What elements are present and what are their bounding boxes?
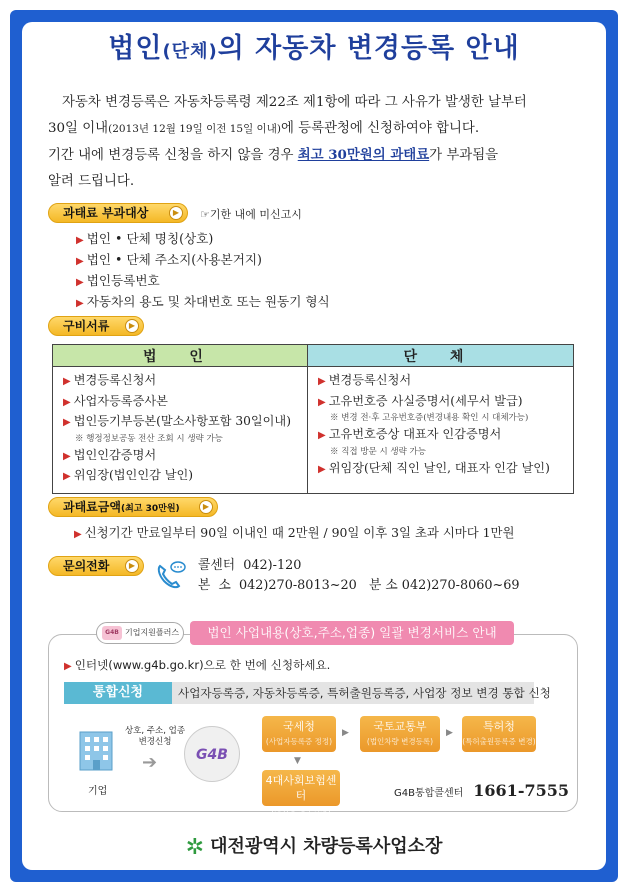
play-arrow-icon: ▶ [169, 206, 183, 220]
g4b-call-center-label: G4B통합콜센터 [394, 788, 464, 799]
g4b-banner: 법인 사업내용(상호,주소,업종) 일괄 변경서비스 안내 [190, 621, 514, 645]
agency-name: 국세청 [283, 720, 315, 733]
group-doc-text: 변경등록신청서 [328, 373, 412, 387]
fine-amount-detail: 신청기간 만료일부터 90일 이내인 때 2만원 / 90일 이후 3일 초과 시마다 1만원 [84, 525, 515, 540]
fine-target-note: ☞기한 내에 미신고시 [200, 208, 302, 221]
bullet-triangle-icon: ▶ [318, 396, 326, 408]
list-item-text: 법인 • 단체 주소지(사용본거지) [86, 252, 262, 267]
group-doc-text: 고유번호증 사실증명서(세무서 발급) [328, 393, 523, 408]
intro-deadline-old: (2013년 12월 19일 이전 15일 이내) [108, 123, 281, 135]
play-arrow-icon: ▶ [199, 500, 213, 514]
bullet-triangle-icon: ▶ [318, 463, 326, 475]
group-doc-subnote: ※ 직접 방문 시 생략 가능 [330, 446, 426, 457]
fine-amount-label-text: 과태료금액 [63, 500, 121, 514]
g4b-center-mark: G4B [184, 726, 240, 782]
intro-paragraph [48, 90, 578, 195]
page-title [0, 26, 628, 65]
fine-target-label-text: 과태료 부과대상 [63, 206, 149, 220]
intro-line-2-rest: 에 등록관청에 신청하여야 합니다. [280, 121, 480, 136]
contact-label-text: 문의전화 [63, 559, 110, 573]
bullet-triangle-icon: ▶ [64, 661, 72, 672]
agency-box-kipo [462, 716, 536, 752]
documents-label-text: 구비서류 [63, 319, 110, 333]
group-doc-item [318, 392, 567, 413]
list-item-text: 법인등록번호 [86, 273, 160, 288]
arrow-down-icon: ▼ [294, 756, 301, 766]
fine-target-list [76, 228, 330, 312]
intro-deadline: 30일 이내 [48, 121, 109, 136]
agency-name: 4대사회보험센터 [265, 774, 337, 802]
agency-name: 국토교통부 [373, 720, 427, 733]
arrow-right-icon: ▶ [446, 728, 453, 738]
footer-org-text: 대전광역시 차량등록사업소장 [210, 836, 443, 857]
title-prefix: 법인 [108, 33, 163, 64]
group-doc-item [318, 371, 567, 392]
agency-box-insurance [262, 770, 340, 815]
bullet-triangle-icon: ▶ [63, 471, 71, 482]
group-documents-cell [308, 367, 574, 494]
group-doc-text: 고유번호증상 대표자 인감증명서 [328, 427, 502, 441]
footer-org [0, 832, 628, 860]
office-numbers: 본 소 042)270-8013~20 분 소 042)270-8060~69 [198, 578, 520, 593]
agency-sub: (사업자등록증 정정) [265, 737, 333, 746]
intro-line-4: 알려 드립니다. [48, 174, 135, 189]
title-suffix: 의 자동차 변경등록 안내 [217, 33, 520, 64]
agency-sub: (법인차량 변경등록) [366, 737, 434, 746]
corp-doc-subnote: ※ 행정정보공동 전산 조회 시 생략 가능 [75, 433, 223, 444]
g4b-logo [96, 622, 184, 644]
intro-line-3-a: 기간 내에 변경등록 신청을 하지 않을 경우 [48, 148, 298, 163]
bullet-triangle-icon: ▶ [318, 430, 326, 441]
intro-line-3 [48, 142, 578, 169]
intro-fine-emphasis: 최고 30만원의 과태료 [297, 147, 430, 163]
bullet-triangle-icon: ▶ [76, 298, 84, 309]
corp-doc-item [63, 371, 301, 392]
g4b-call-center [394, 781, 569, 800]
play-arrow-icon: ▶ [125, 559, 139, 573]
bullet-triangle-icon: ▶ [74, 529, 82, 540]
bullet-triangle-icon: ▶ [63, 450, 71, 462]
apply-note: 상호, 주소, 업종 변경신청 [124, 726, 186, 747]
contact-numbers [198, 556, 520, 596]
corp-doc-text: 사업자등록증사본 [73, 393, 168, 408]
phone-icon [152, 558, 188, 594]
g4b-logo-text: 기업지원플러스 [125, 628, 180, 637]
group-column-header: 단 체 [308, 345, 574, 367]
documents-label [48, 316, 144, 336]
play-arrow-icon: ▶ [125, 319, 139, 333]
corp-column-header: 법 인 [53, 345, 308, 367]
group-doc-text: 위임장(단체 직인 날인, 대표자 인감 날인) [328, 460, 550, 475]
bullet-triangle-icon: ▶ [63, 417, 71, 428]
agency-box-molit [360, 716, 440, 752]
call-center-number: 콜센터 042)-120 [198, 558, 302, 573]
documents-table [52, 344, 574, 494]
g4b-online-text: 인터넷(www.g4b.go.kr)으로 한 번에 신청하세요. [74, 658, 331, 672]
city-emblem-icon: ✲ [185, 835, 205, 860]
agency-sub: (특허출원등록증 변경) [462, 737, 536, 746]
list-item [76, 291, 330, 312]
g4b-online-note [64, 657, 330, 673]
corp-doc-text: 위임장(법인인감 날인) [73, 468, 194, 482]
corp-label: 기업 [88, 786, 108, 797]
corp-doc-text: 변경등록신청서 [73, 373, 157, 387]
fine-target-label [48, 203, 188, 223]
corp-doc-item [63, 412, 301, 433]
intro-line-1: 자동차 변경등록은 자동차등록령 제22조 제1항에 따라 그 사유가 발생한 날부터 [62, 95, 527, 110]
corp-doc-item [63, 446, 301, 467]
group-doc-item [318, 425, 567, 446]
contact-label [48, 556, 144, 576]
arrow-right-icon: ▶ [342, 728, 349, 738]
corp-doc-item [63, 466, 301, 487]
agency-sub: (사업장 정보변경) [271, 806, 331, 815]
list-item-text: 법인 • 단체 명칭(상호) [86, 231, 214, 246]
intro-line-3-b: 가 부과됨을 [429, 148, 499, 163]
documents-header-row [53, 345, 574, 367]
list-item [76, 228, 330, 249]
fine-amount-label [48, 497, 218, 517]
corp-doc-text: 법인등기부등본(말소사항포함 30일이내) [73, 414, 291, 428]
list-item [76, 270, 330, 291]
intro-line-2 [48, 116, 578, 142]
integrated-apply-text: 사업자등록증, 자동차등록증, 특허출원등록증, 사업장 정보 변경 통합 신청 [172, 682, 534, 704]
documents-body-row [53, 367, 574, 494]
corp-doc-item [63, 392, 301, 413]
bullet-triangle-icon: ▶ [318, 376, 326, 387]
bullet-triangle-icon: ▶ [76, 256, 84, 267]
g4b-logo-mark: G4B [102, 626, 122, 640]
title-paren: (단체) [162, 41, 218, 62]
agency-name: 특허청 [483, 720, 515, 733]
integrated-apply-label: 통합신청 [64, 682, 172, 704]
bullet-triangle-icon: ▶ [76, 277, 84, 288]
group-doc-item [318, 459, 567, 480]
corp-documents-cell [53, 367, 308, 494]
list-item [76, 249, 330, 270]
bullet-triangle-icon: ▶ [63, 396, 71, 408]
list-item-text: 자동차의 용도 및 차대번호 또는 원동기 형식 [86, 294, 330, 309]
bullet-triangle-icon: ▶ [63, 376, 71, 387]
agency-box-nts [262, 716, 336, 752]
bullet-triangle-icon: ▶ [76, 235, 84, 246]
building-icon [76, 728, 116, 772]
g4b-call-center-number: 1661-7555 [473, 781, 569, 800]
corp-doc-text: 법인인감증명서 [73, 447, 157, 462]
fine-amount-text [74, 523, 515, 541]
right-arrow-icon: ➔ [142, 752, 158, 773]
fine-amount-label-small: (최고 30만원) [120, 504, 180, 514]
group-doc-subnote: ※ 변경 전·후 고유번호증(변경내용 확인 시 대체가능) [330, 413, 529, 423]
